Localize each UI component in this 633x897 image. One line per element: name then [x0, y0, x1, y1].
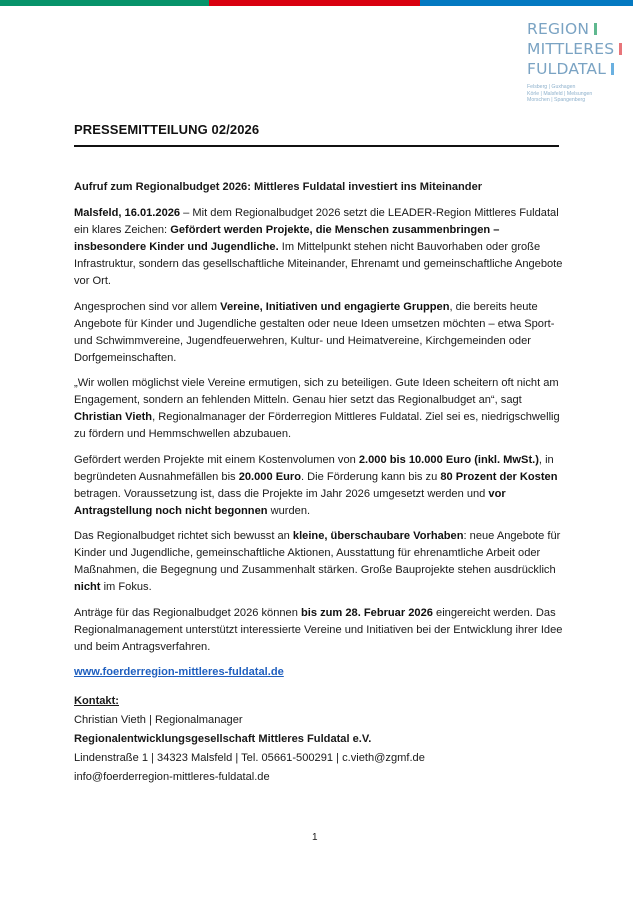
logo-bar-red-icon [619, 43, 622, 55]
stripe-red [209, 0, 420, 6]
emphasis: bis zum 28. Februar 2026 [300, 606, 433, 619]
paragraph-scope [74, 528, 564, 596]
page-title: PRESSEMITTEILUNG 02/2026 [74, 122, 260, 137]
emphasis: nicht [74, 581, 101, 593]
text: : neue Angebote für Kinder und Jugendliche, gemeinschaftliche Aktionen, Ausstattung für ehrenamtliche Arbeit oder Maßnahmen, die Begegnung und Zusammenhalt stärken. Große Bauprojekte stehen ausdrücklich [74, 530, 561, 576]
stripe-blue [420, 0, 633, 6]
contact-address: Lindenstraße 1 | 34323 Malsfeld | Tel. 05661-500291 | c.vieth@zgmf.de [74, 752, 425, 764]
emphasis: 80 Prozent der Kosten [440, 470, 558, 483]
logo-text-mittleres: MITTLERES [527, 40, 615, 58]
emphasis: vor Antragstellung noch nicht begonnen [74, 487, 506, 517]
logo-towns-line-3: Morschen | Spangenberg [527, 97, 586, 103]
contact-email: info@foerderregion-mittleres-fuldatal.de [74, 771, 270, 783]
text: Anträge für das Regionalbudget 2026 können [74, 606, 301, 619]
text: betragen. Voraussetzung ist, dass die Projekte im Jahr 2026 umgesetzt werden und [74, 487, 489, 500]
contact-organization: Regionalentwicklungsgesellschaft Mittleres Fuldatal e.V. [74, 733, 372, 745]
logo-towns [527, 84, 627, 104]
logo-bar-blue-icon [611, 63, 614, 75]
paragraph-deadline [74, 605, 564, 656]
website-paragraph [74, 664, 564, 681]
contact-block [74, 692, 425, 787]
text: – Mit dem Regionalbudget 2026 setzt die LEADER-Region Mittleres Fuldatal ein klares Zeichen: [74, 207, 559, 236]
emphasis: 2.000 bis 10.000 Euro (inkl. MwSt.) [358, 453, 539, 466]
text: Gefördert werden Projekte mit einem Kostenvolumen von [74, 453, 359, 466]
text: , Regionalmanager der Förderregion Mittleres Fuldatal. Ziel sei es, niedrigschwellig zu fördern und Hemmschwellen abzubauen. [74, 411, 560, 440]
logo-towns-line-2: Körle | Malsfeld | Melsungen [527, 90, 593, 97]
emphasis: Vereine, Initiativen und engagierte Gruppen [220, 300, 450, 313]
logo-line-1 [527, 19, 627, 39]
contact-label: Kontakt: [74, 695, 119, 707]
logo-line-2 [527, 39, 627, 59]
contact-person: Christian Vieth | Regionalmanager [74, 714, 243, 726]
headline: Aufruf zum Regionalbudget 2026: Mittleres Fuldatal investiert ins Miteinander [74, 181, 483, 193]
text: , die bereits heute Angebote für Kinder und Jugendliche gestalten oder neue Ideen umsetzen möchten – etwa Sport- und Schwimmvereine, Jugendfeuerwehren, Kultur- und Heimatvereine, Kirchgemeinden oder Dorfgemeinschaften. [74, 300, 555, 364]
emphasis: kleine, überschaubare Vorhaben [292, 530, 464, 542]
press-release-body [74, 179, 564, 690]
text: im Fokus. [100, 581, 152, 593]
text: „Wir wollen möglichst viele Vereine ermutigen, sich zu beteiligen. Gute Ideen scheitern oft nicht am Engagement, sondern an fehlenden Mitteln. Genau hier setzt das Regionalbudget an“, sagt [74, 377, 559, 406]
text: Das Regionalbudget richtet sich bewusst an [74, 530, 293, 542]
stripe-green [0, 0, 209, 6]
text: Im Mittelpunkt stehen nicht Bauvorhaben oder große Infrastruktur, sondern das gesellschaftliche Miteinander, Ehrenamt und gemeinschaftliche Angebote vor Ort. [74, 241, 563, 287]
website-link[interactable]: www.foerderregion-mittleres-fuldatal.de [74, 666, 284, 678]
logo-bar-green-icon [594, 23, 597, 35]
emphasis: Gefördert werden Projekte, die Menschen zusammenbringen – insbesondere Kinder und Jugendliche. [74, 224, 500, 253]
color-stripe [0, 0, 633, 6]
logo-line-3 [527, 59, 627, 79]
emphasis: 20.000 Euro [238, 470, 301, 483]
page-number: 1 [312, 832, 318, 843]
logo-text-fuldatal: FULDATAL [527, 60, 607, 78]
text: eingereicht werden. Das Regionalmanagement unterstützt interessierte Vereine und Initiativen bei der Entwicklung ihrer Idee und beim Antragsverfahren. [74, 606, 563, 653]
logo-text-region: REGION [527, 20, 590, 38]
paragraph-intro [74, 205, 564, 290]
text: wurden. [267, 504, 311, 517]
text: Angesprochen sind vor allem [74, 300, 221, 313]
paragraph-quote [74, 375, 564, 443]
region-logo [527, 19, 627, 104]
text: . Die Förderung kann bis zu [300, 470, 441, 483]
text: , in begründeten Ausnahmefällen bis [74, 453, 554, 483]
logo-towns-line-1: Felsberg | Guxhagen [527, 84, 576, 90]
paragraph-funding [74, 452, 564, 520]
paragraph-audience [74, 299, 564, 367]
dateline: Malsfeld, 16.01.2026 [74, 207, 181, 219]
title-divider [74, 145, 559, 147]
emphasis: Christian Vieth [74, 411, 153, 423]
